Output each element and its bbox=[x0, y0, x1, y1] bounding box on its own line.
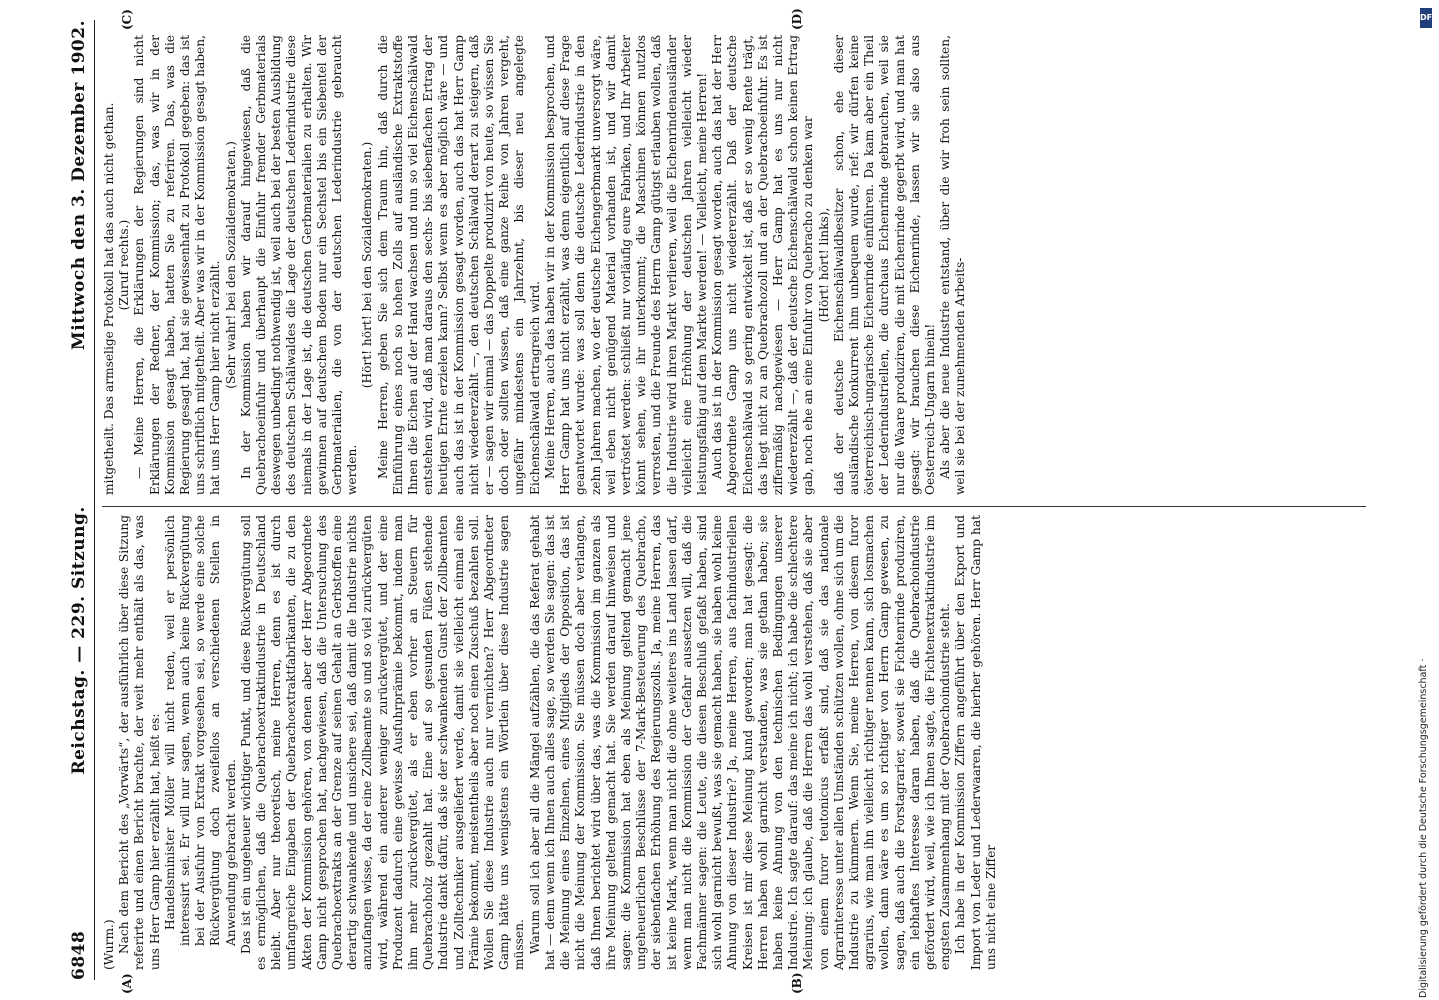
paragraph: (Wurm.) bbox=[102, 919, 116, 970]
margin-marker-c: (C) bbox=[120, 9, 134, 30]
paragraph: Ich habe in der Kommission Ziffern angeführt über den Export und Import von Leder und Lederwaaren, die hierher gehören. Herr Gamp hat uns nicht eine Ziffer bbox=[953, 515, 998, 970]
digitization-sidebar bbox=[1418, 8, 1439, 998]
right-column bbox=[102, 35, 1366, 495]
paragraph: Handelsminister Möller will nicht reden, weil er persönlich interessirt sei. Er will nur sagen, wenn auch keine Rückvergütung bei der Ausfuhr von Extrakt vorgesehen sei, so werde eine solche Rückvergütung doch zweifellos an verschiedenen Stellen in Anwendung gebracht werden. bbox=[162, 515, 238, 946]
interjection: (Hört! hört! bei den Sozialdemokraten.) bbox=[360, 141, 375, 389]
paragraph: Warum soll ich aber all die Mängel aufzählen, die das Referat gehabt hat — denn wenn ich Ihnen auch alles sage, so werden Sie sagen: das ist die Meinung eines Einzelnen, eines Mitglieds der Opposition, das ist nicht die Meinung der Kommission. Sie müssen doch aber verlangen, daß Ihnen berichtet wird über das, was die Kommission im ganzen als ihre Meinung geltend gemacht hat. Sie werden darauf hinweisen und sagen: die Kommission hat eben als Meinung geltend gemacht jene ungeheuerlichen Beschlüsse der 7-Mark-Besteuerung des Quebracho, der siebenfachen Erhöhung des Regierungszolls. Ja, meine Herren, das ist keine Mark, wenn man nicht die ohne weiteres ins Land lassen darf, wenn man nicht die Kommission der Gefahr aussetzen will, daß die Fachmänner sagen: die Leute, die diesen Beschluß gefaßt haben, sind sich wohl garnicht bewußt, was sie gemacht haben, sie haben wohl keine Ahnung von dieser Industrie? Ja, meine Herren, aus fachindustriellen Kreisen ist mir diese Meinung kund geworden; man hat gesagt: die Herren haben wohl garnicht verstanden, was sie gethan haben; sie haben keine Ahnung von den technischen Bedingungen unserer Industrie. Ich sagte darauf: das meine ich nicht; ich habe die schlechtere Meinung: ich glaube, daß die Herren das wohl verstehen, daß sie aber von einem furor teutonicus erfaßt sind, daß sie das nationale Agrarinteresse unter allen Umständen schützen wollen, ohne sich um die Industrie zu kümmern. Wenn Sie, meine Herren, von diesem furor agrarius, wie man ihn vielleicht richtiger nennen kann, sich losmachen wollen, dann wäre es um so richtiger von Herrn Gamp gewesen, zu sagen, daß auch die Forstagrarier, soweit sie Fichtenrinde produziren, ein lebhaftes Interesse daran haben, daß die Quebrachoindustrie gefördert wird, weil, wie ich Ihnen sagte, die Fichtenextraktindustrie im engsten Zusammenhang mit der Quebrachoindustrie steht. bbox=[527, 515, 953, 970]
paragraph: Nach dem Bericht des „Vorwärts“, der ausführlich über diese Sitzung referirte und einen Bericht brachte, der weit mehr enthält als das, was uns Herr Gamp hier erzählt hat, heißt es: bbox=[117, 515, 162, 970]
paragraph: Das ist ein ungeheuer wichtiger Punkt, und diese Rückvergütung soll es ermöglichen, daß die Quebrachoextraktindustrie in Deutschland bleibt. Aber nur theoretisch, meine Herren, denn es ist durch umfangreiche Eingaben der Quebrachoextraktfabrikanten, die zu den Akten der Kommission gehören, von denen aber der Herr Abgeordnete Gamp nicht gesprochen hat, nachgewiesen, daß die Untersuchung des Quebrachoextrakts an der Grenze auf seinen Gehalt an Gerbstoffen eine derartig schwankende und unsichere sei, daß damit die Industrie nichts anzufangen wisse, da der eine Zollbeamte so und so viel zurückvergüten wird, während ein anderer weniger zurückvergütet, und der eine Produzent dadurch eine gewisse Ausfuhrprämie bekommt, indem man ihm mehr zurückvergütet, als er eben vorher an Steuern für Quebrachoholz gezahlt hat. Eine auf so gesunden Füßen stehende Industrie dankt dafür, daß sie der schwankenden Gunst der Zollbeamten und Zolltechniker ausgeliefert werde, damit sie vielleicht einmal eine Prämie bekommt, meistentheils aber noch einen Zuschuß bezahlen soll. Wollen Sie diese Industrie auch nur vernichten? Herr Abgeordneter Gamp hätte uns wenigstens ein Wörtlein über diese Industrie sagen müssen. bbox=[238, 515, 527, 970]
left-column bbox=[102, 515, 1366, 970]
paragraph: In der Kommission haben wir darauf hingewiesen, daß die Quebrachoeinfuhr und überhaupt die Einfuhr fremder Gerbmaterials deswegen unbedingt nothwendig ist, weil auch bei der besten Ausbildung des deutschen Schälwaldes die Lage der deutschen Lederindustrie diese niemals in der Lage ist, die deutschen Gerbmaterialien zu erhalten. Wir gewinnen auf deutschem Boden nur ein Sechstel bis ein Siebentel der Gerbmaterialien, die von der deutschen Lederindustrie gebraucht werden. bbox=[238, 35, 360, 495]
paragraph: mitgetheilt. Das armselige Protokoll hat das auch nicht gethan. bbox=[102, 102, 116, 495]
interjection: (Hört! hört! links), bbox=[816, 207, 831, 323]
rotated-page bbox=[60, 0, 1380, 1000]
paragraph: Meine Herren, auch das haben wir in der Kommission besprochen, und Herr Gamp hat uns nicht erzählt, was denn eigentlich auf diese Frage geantwortet wurde: was soll denn die deutsche Lederindustrie in den zehn Jahren machen, wo der deutsche Eichengerbmarkt unversorgt wäre, weil eben nicht genügend Material vorhanden ist, und wir damit vertröstet werden: schließt nur vorläufig eure Fabriken, und Ihr Arbeiter könnt sehen, wie ihr unterkommt; die Maschinen können nutzlos verrosten, und die Freunde des Herrn Gamp gütigst erlauben wollen, daß die Industrie wird ihren Markt verlieren, weil die Eichenrindenausländer vielleicht eine Erhöhung der deutschen Jahren vielleicht wieder leistungsfähig auf dem Markte werden! — Vielleicht, meine Herren! bbox=[542, 35, 709, 495]
paragraph: Als aber die neue Industrie entstand, über die wir froh sein sollten, weil sie bei der zunehmenden Arbeits- bbox=[938, 35, 968, 495]
page-number: 6848 bbox=[69, 930, 89, 980]
digitization-credit: Digitalisierung gefördert durch die Deutsche Forschungsgemeinschaft · bbox=[1418, 658, 1429, 998]
margin-marker-a: (A) bbox=[120, 973, 134, 994]
column-divider bbox=[102, 506, 1366, 507]
paragraph: daß der deutsche Eichenschälwaldbesitzer schon, ehe dieser ausländische Konkurrent ihm unbequem wurde, rief: wir dürfen keine österreichisch-ungarische Eichenrinde einführen. Da kam aber ein Theil der Lederindustriellen, die durchaus Eichenrinde gebrauchen, weil sie nur die Waare produziren, die mit Eichenrinde gegerbt wird, und man hat gesagt: wir brauchen diese Eichenrinde, lassen wir sie also aus Oesterreich-Ungarn hinein! bbox=[831, 35, 937, 495]
paragraph: Meine Herren, geben Sie sich dem Traum hin, daß durch die Einführung eines noch so hohen Zolls auf ausländische Extraktstoffe Ihnen die Eichen auf der Hand wachsen und nun so viel Eichenschälwald entstehen wird, daß man daraus den sechs- bis siebenfachen Ertrag der heutigen Ernte erzielen kann? Selbst wenn es aber möglich wäre — und auch das ist in der Kommission gesagt worden, auch das hat Herr Gamp nicht wiedererzählt —, den deutschen Schälwald derart zu steigern, daß er — sagen wir einmal — das Doppelte produzirt von heute, so wissen Sie doch oder sollten wissen, daß eine ganze Reihe von Jahren vergeht, ungefähr mindestens ein Jahrzehnt, bis dieser neu angelegte Eichenschälwald ertragreich wird. bbox=[375, 35, 542, 495]
interjection: (Zuruf rechts.) bbox=[117, 219, 132, 311]
session-date: Mittwoch den 3. Dezember 1902. bbox=[69, 20, 89, 351]
paragraph: Auch das ist in der Kommission gesagt worden, auch das hat der Herr Abgeordnete Gamp uns nicht wiedererzählt. Daß der deutsche Eichenschälwald so gering entwickelt ist, daß er so wenig Rente trägt, das liegt nicht zu an Quebrachozoll und an der Quebrachoeinfuhr. Es ist ziffermäßig nachgewiesen — Herr Gamp hat es uns nur nicht wiedererzählt —, daß der deutsche Eichenschälwald schon keinen Ertrag gab, noch ehe an eine Einfuhr von Quebracho zu denken war bbox=[710, 35, 816, 495]
margin-marker-b: (B) bbox=[790, 972, 804, 994]
margin-marker-d: (D) bbox=[790, 8, 804, 30]
paragraph: — Meine Herren, die Erklärungen der Regierungen sind nicht Erklärungen der Redner, der Kommission; das, was wir in der Kommission gesagt haben, hatten Sie zu referiren. Das, was die Regierung gesagt hat, hat sie gewissenhaft zu Protokoll gegeben: das ist uns schriftlich mitgetheilt. Aber was wir in der Kommission gesagt haben, hat uns Herr Gamp hier nicht erzählt. bbox=[132, 35, 223, 495]
interjection: (Sehr wahr! bei den Sozialdemokraten.) bbox=[223, 141, 238, 389]
page-header bbox=[64, 20, 95, 980]
session-title: Reichstag. — 229. Sitzung. bbox=[69, 506, 89, 775]
dfg-logo: DFG bbox=[1420, 8, 1432, 28]
